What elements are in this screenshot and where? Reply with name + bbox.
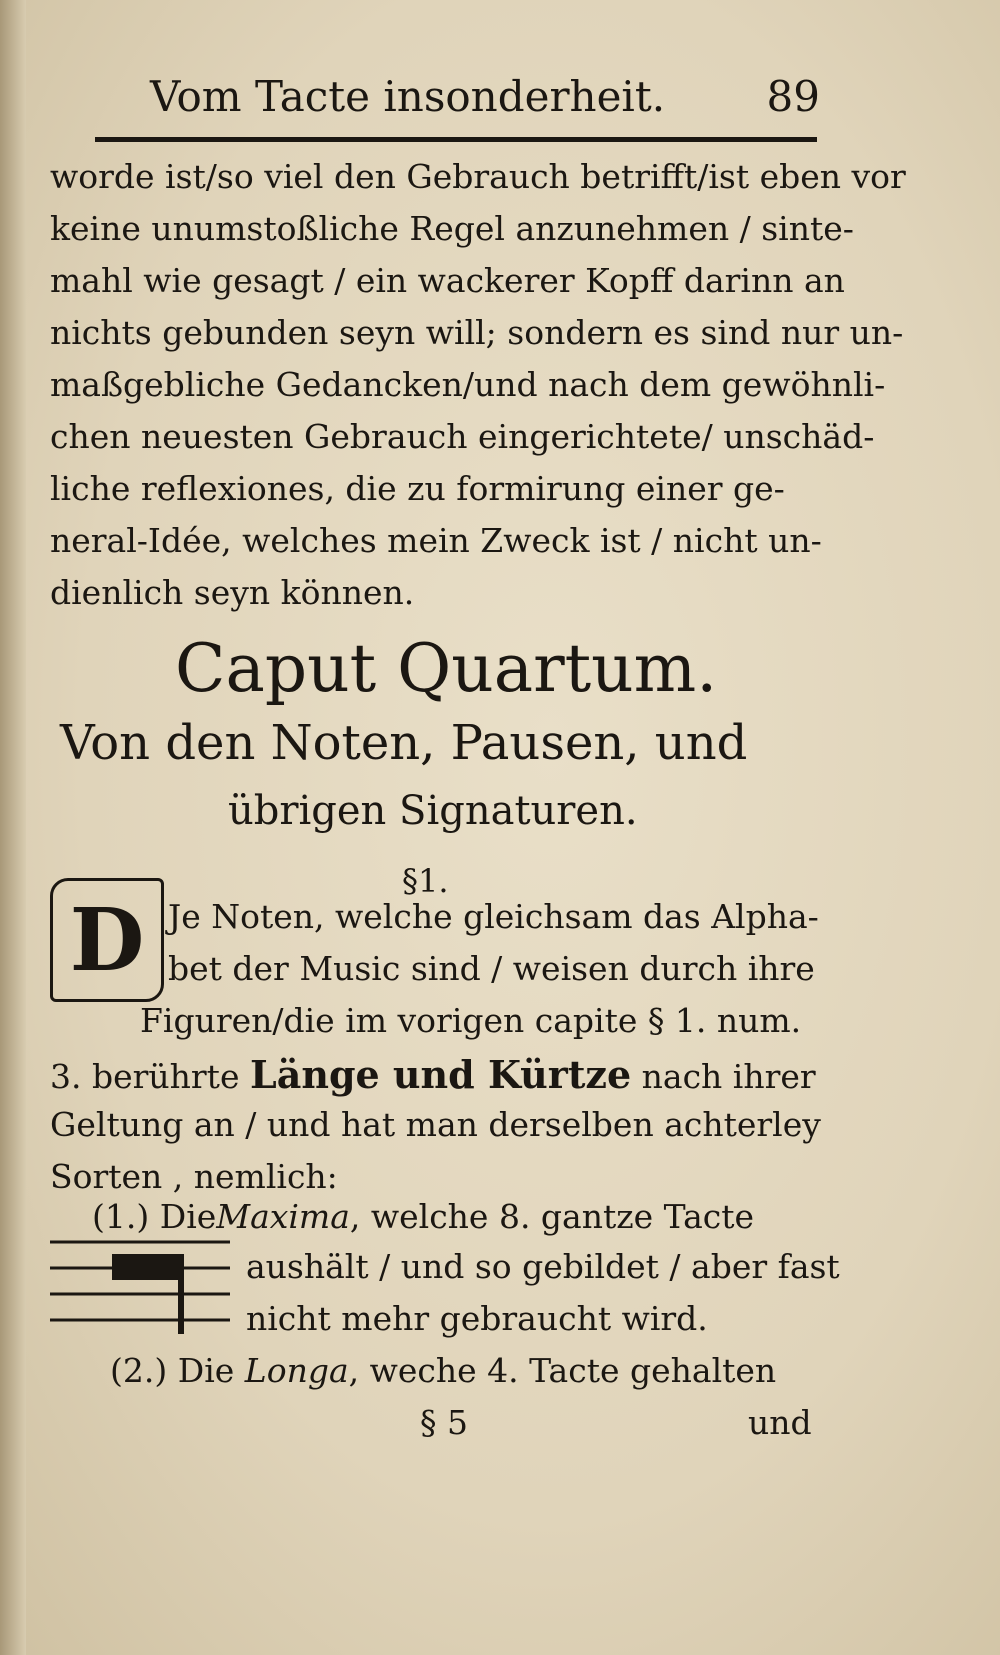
catchword: und	[748, 1403, 812, 1442]
page-gutter-shadow	[0, 0, 26, 1655]
list-item-maxima	[92, 1197, 755, 1236]
list-item-longa	[110, 1351, 777, 1390]
body-line: nichts gebunden seyn will; sondern es sind nur un-	[50, 313, 904, 352]
emphasis-text: Länge und Kürtze	[249, 1052, 632, 1097]
running-title: Vom Tacte insonderheit.	[150, 72, 666, 121]
running-head	[150, 72, 830, 132]
body-line: neral-Idée, welches mein Zweck ist / nicht un-	[50, 521, 822, 560]
item-term: Maxima	[216, 1197, 350, 1236]
paragraph-line: Figuren/die im vorigen capite § 1. num.	[140, 1001, 802, 1040]
paragraph-line: bet der Music sind / weisen durch ihre	[168, 949, 815, 988]
item-term: Longa	[244, 1351, 349, 1390]
paragraph-text: nach ihrer	[641, 1057, 816, 1096]
item-prefix: Die	[177, 1351, 235, 1390]
maxima-note-icon	[50, 1238, 246, 1338]
item-text: nicht mehr gebraucht wird.	[246, 1299, 708, 1338]
item-text: aushält / und so gebildet / aber fast	[246, 1247, 840, 1286]
drop-cap: D	[50, 878, 164, 1002]
item-prefix: Die	[159, 1197, 217, 1236]
chapter-subtitle-line2: übrigen Signaturen.	[228, 788, 638, 834]
header-rule	[95, 137, 817, 142]
paragraph-line: Je Noten, welche gleichsam das Alpha-	[168, 897, 819, 936]
chapter-subtitle-line1: Von den Noten, Pausen, und	[60, 715, 748, 771]
paragraph-line	[50, 1052, 816, 1097]
item-number: (1.)	[92, 1197, 150, 1236]
signature-mark: § 5	[420, 1403, 468, 1442]
body-line: liche reflexiones, die zu formirung einer ge-	[50, 469, 785, 508]
item-number: (2.)	[110, 1351, 168, 1390]
body-line: keine unumstoßliche Regel anzunehmen / sinte-	[50, 209, 854, 248]
item-text: , welche 8. gantze Tacte	[349, 1197, 755, 1236]
chapter-title: Caput Quartum.	[175, 630, 718, 707]
item-text: , weche 4. Tacte gehalten	[348, 1351, 777, 1390]
page-number: 89	[766, 72, 820, 121]
section-mark: §1.	[402, 862, 449, 900]
body-line: maßgebliche Gedancken/und nach dem gewöhnli-	[50, 365, 886, 404]
body-line: worde ist/so viel den Gebrauch betrifft/ist eben vor	[50, 157, 906, 196]
body-line: chen neuesten Gebrauch eingerichtete/ unschäd-	[50, 417, 875, 456]
paragraph-line: Geltung an / und hat man derselben achterley	[50, 1105, 821, 1144]
paragraph-text: 3. berührte	[50, 1057, 240, 1096]
paragraph-line: Sorten , nemlich:	[50, 1157, 338, 1196]
body-line: mahl wie gesagt / ein wackerer Kopff darinn an	[50, 261, 845, 300]
body-line: dienlich seyn können.	[50, 573, 415, 612]
